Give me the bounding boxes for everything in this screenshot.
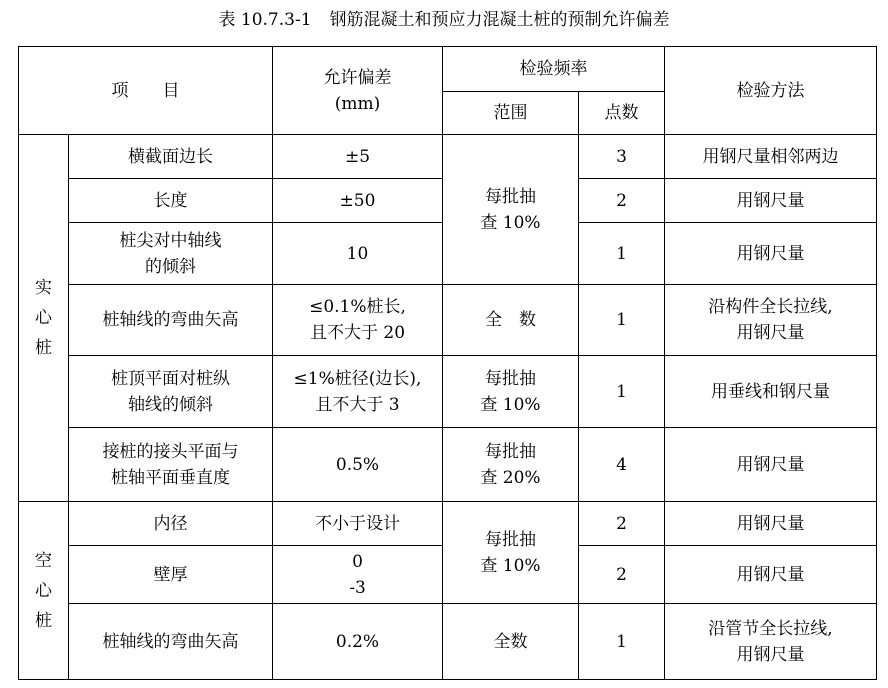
tolerance-table — [18, 46, 877, 680]
cell-tolerance: 10 — [273, 223, 443, 285]
cell-method: 沿管节全长拉线, 用钢尺量 — [665, 604, 877, 680]
cell-tolerance: 0.5% — [273, 428, 443, 502]
cell-item: 内径 — [69, 502, 273, 546]
table-number: 表 10.7.3-1 — [218, 10, 312, 30]
cell-points: 1 — [579, 285, 665, 356]
cell-tolerance: 0 -3 — [273, 546, 443, 604]
table-row — [19, 285, 877, 356]
table-row — [19, 356, 877, 428]
cell-points: 1 — [579, 356, 665, 428]
cell-tolerance: ±50 — [273, 179, 443, 223]
cell-item: 桩轴线的弯曲矢高 — [69, 285, 273, 356]
table-row — [19, 135, 877, 179]
table-caption — [0, 8, 888, 32]
table-row — [19, 428, 877, 502]
cell-range: 每批抽 查 10% — [443, 135, 579, 285]
cell-method: 用钢尺量 — [665, 502, 877, 546]
header-item: 项 目 — [19, 47, 273, 135]
cell-points: 2 — [579, 546, 665, 604]
header-tolerance-line: 允许偏差 — [323, 67, 392, 88]
cell-points: 3 — [579, 135, 665, 179]
header-points: 点数 — [579, 92, 665, 135]
header-tolerance — [273, 47, 443, 135]
cell-points: 4 — [579, 428, 665, 502]
cell-range: 全数 — [443, 604, 579, 680]
cell-method: 用钢尺量 — [665, 179, 877, 223]
cell-tolerance: 不小于设计 — [273, 502, 443, 546]
header-row-1 — [19, 47, 877, 92]
cell-points: 1 — [579, 223, 665, 285]
cell-item: 横截面边长 — [69, 135, 273, 179]
cell-tolerance: ≤0.1%桩长, 且不大于 20 — [273, 285, 443, 356]
cell-range: 每批抽 查 10% — [443, 356, 579, 428]
cell-method: 沿构件全长拉线, 用钢尺量 — [665, 285, 877, 356]
group-hollow-pile: 空 心 桩 — [19, 502, 69, 680]
table-row — [19, 604, 877, 680]
cell-item: 桩轴线的弯曲矢高 — [69, 604, 273, 680]
cell-points: 2 — [579, 179, 665, 223]
cell-points: 2 — [579, 502, 665, 546]
cell-range: 每批抽 查 20% — [443, 428, 579, 502]
cell-tolerance: ≤1%桩径(边长), 且不大于 3 — [273, 356, 443, 428]
cell-method: 用钢尺量 — [665, 428, 877, 502]
cell-method: 用钢尺量 — [665, 546, 877, 604]
cell-tolerance: 0.2% — [273, 604, 443, 680]
cell-item: 桩顶平面对桩纵 轴线的倾斜 — [69, 356, 273, 428]
cell-item: 长度 — [69, 179, 273, 223]
cell-tolerance: ±5 — [273, 135, 443, 179]
cell-method: 用垂线和钢尺量 — [665, 356, 877, 428]
table-row — [19, 502, 877, 546]
header-frequency: 检验频率 — [443, 47, 665, 92]
header-range: 范围 — [443, 92, 579, 135]
cell-method: 用钢尺量相邻两边 — [665, 135, 877, 179]
table-title: 钢筋混凝土和预应力混凝土桩的预制允许偏差 — [329, 10, 670, 30]
cell-item: 壁厚 — [69, 546, 273, 604]
cell-method: 用钢尺量 — [665, 223, 877, 285]
cell-range: 全 数 — [443, 285, 579, 356]
group-solid-pile: 实 心 桩 — [19, 135, 69, 502]
cell-points: 1 — [579, 604, 665, 680]
header-tolerance-unit: (mm) — [334, 93, 381, 114]
cell-item: 接桩的接头平面与 桩轴平面垂直度 — [69, 428, 273, 502]
header-method: 检验方法 — [665, 47, 877, 135]
cell-item: 桩尖对中轴线 的倾斜 — [69, 223, 273, 285]
cell-range: 每批抽 查 10% — [443, 502, 579, 604]
